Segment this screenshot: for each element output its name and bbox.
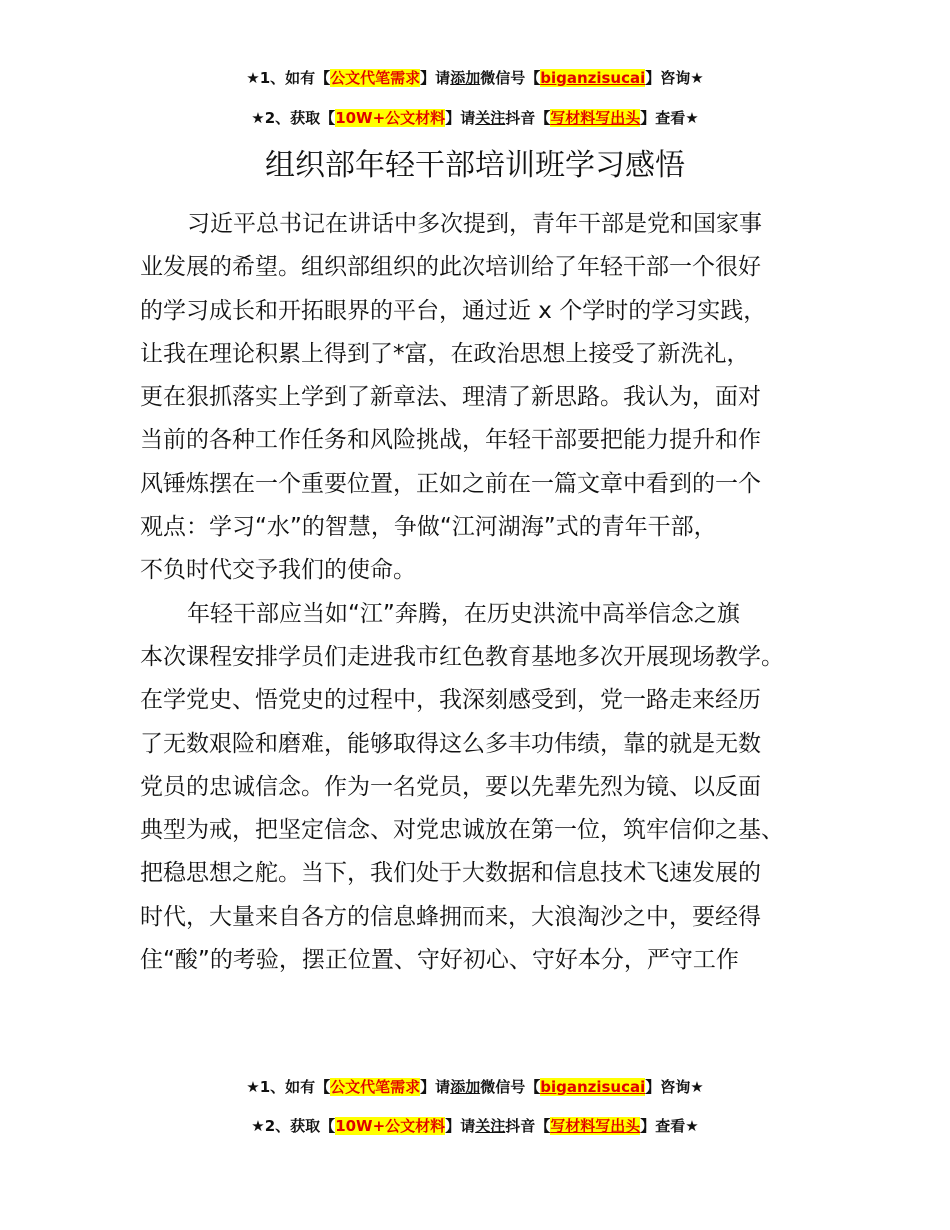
paragraph-line: 风锤炼摆在一个重要位置，正如之前在一篇文章中看到的一个 <box>140 470 761 497</box>
promo-underlined-text: 添加 <box>450 1078 481 1096</box>
promo-text: ★2、获取【 <box>251 1117 336 1135</box>
promo-text: 抖音【 <box>505 109 551 127</box>
promo-banner-top-line-1 <box>0 68 950 88</box>
promo-underlined-text: 关注 <box>475 109 506 127</box>
paragraph-line: 了无数艰险和磨难，能够取得这么多丰功伟绩，靠的就是无数 <box>140 730 761 757</box>
paragraph-1 <box>140 203 822 593</box>
paragraph-line: 观点：学习“水”的智慧，争做“江河湖海”式的青年干部， <box>140 514 717 541</box>
promo-text: 】查看★ <box>640 1117 699 1135</box>
promo-text: 】查看★ <box>640 109 699 127</box>
promo-text: ★1、如有【 <box>246 69 331 87</box>
promo-underlined-text: 添加 <box>450 69 481 87</box>
promo-text: 微信号【 <box>480 1078 541 1096</box>
promo-text: 】请 <box>445 1117 476 1135</box>
promo-banner-bottom-line-2 <box>0 1116 950 1136</box>
paragraph-line: 年轻干部应当如“江”奔腾，在历史洪流中高举信念之旗 <box>187 600 740 627</box>
promo-text: 】请 <box>445 109 476 127</box>
paragraph-line: 典型为戒，把坚定信念、对党忠诚放在第一位，筑牢信仰之基、 <box>140 817 784 844</box>
document-title: 组织部年轻干部培训班学习感悟 <box>265 148 685 183</box>
paragraph-line: 时代，大量来自各方的信息蜂拥而来，大浪淘沙之中，要经得 <box>140 903 761 930</box>
paragraph-line: 让我在理论积累上得到了*富，在政治思想上接受了新洗礼， <box>140 340 750 367</box>
paragraph-line: 本次课程安排学员们走进我市红色教育基地多次开展现场教学。 <box>140 643 784 670</box>
promo-text: ★2、获取【 <box>251 109 336 127</box>
paragraph-line: 更在狠抓落实上学到了新章法、理清了新思路。我认为，面对 <box>140 384 761 411</box>
paragraph-line: 当前的各种工作任务和风险挑战，年轻干部要把能力提升和作 <box>140 427 761 454</box>
paragraph-line: 的学习成长和开拓眼界的平台，通过近 x 个学时的学习实践， <box>140 297 767 324</box>
promo-text: 微信号【 <box>480 69 541 87</box>
promo-text: 】咨询★ <box>645 1078 704 1096</box>
paragraph-line: 在学党史、悟党史的过程中，我深刻感受到，党一路走来经历 <box>140 687 761 714</box>
promo-underlined-text: 关注 <box>475 1117 506 1135</box>
paragraph-line: 不负时代交予我们的使命。 <box>140 557 416 584</box>
promo-wechat-id: biganzisucai <box>540 1078 646 1096</box>
paragraph-line: 习近平总书记在讲话中多次提到，青年干部是党和国家事 <box>187 211 762 237</box>
promo-highlight-materials: 10W+公文材料 <box>335 1117 446 1135</box>
promo-highlight-ghostwriting: 公文代笔需求 <box>330 1078 421 1096</box>
promo-text: ★1、如有【 <box>246 1078 331 1096</box>
paragraph-2 <box>140 593 822 983</box>
promo-banner-bottom-line-1 <box>0 1077 950 1097</box>
promo-highlight-materials: 10W+公文材料 <box>335 109 446 127</box>
promo-wechat-id: biganzisucai <box>540 69 646 87</box>
document-body <box>140 203 822 982</box>
promo-text: 】请 <box>420 69 451 87</box>
promo-text: 】咨询★ <box>645 69 704 87</box>
promo-banner-top-line-2 <box>0 108 950 128</box>
promo-douyin-account: 写材料写出头 <box>550 1117 641 1135</box>
promo-text: 】请 <box>420 1078 451 1096</box>
paragraph-line: 业发展的希望。组织部组织的此次培训给了年轻干部一个很好 <box>140 254 761 281</box>
paragraph-line: 住“酸”的考验，摆正位置、守好初心、守好本分，严守工作 <box>140 947 739 974</box>
paragraph-line: 把稳思想之舵。当下，我们处于大数据和信息技术飞速发展的 <box>140 860 761 887</box>
promo-text: 抖音【 <box>505 1117 551 1135</box>
promo-douyin-account: 写材料写出头 <box>550 109 641 127</box>
paragraph-line: 党员的忠诚信念。作为一名党员，要以先辈先烈为镜、以反面 <box>140 773 761 800</box>
promo-highlight-ghostwriting: 公文代笔需求 <box>330 69 421 87</box>
